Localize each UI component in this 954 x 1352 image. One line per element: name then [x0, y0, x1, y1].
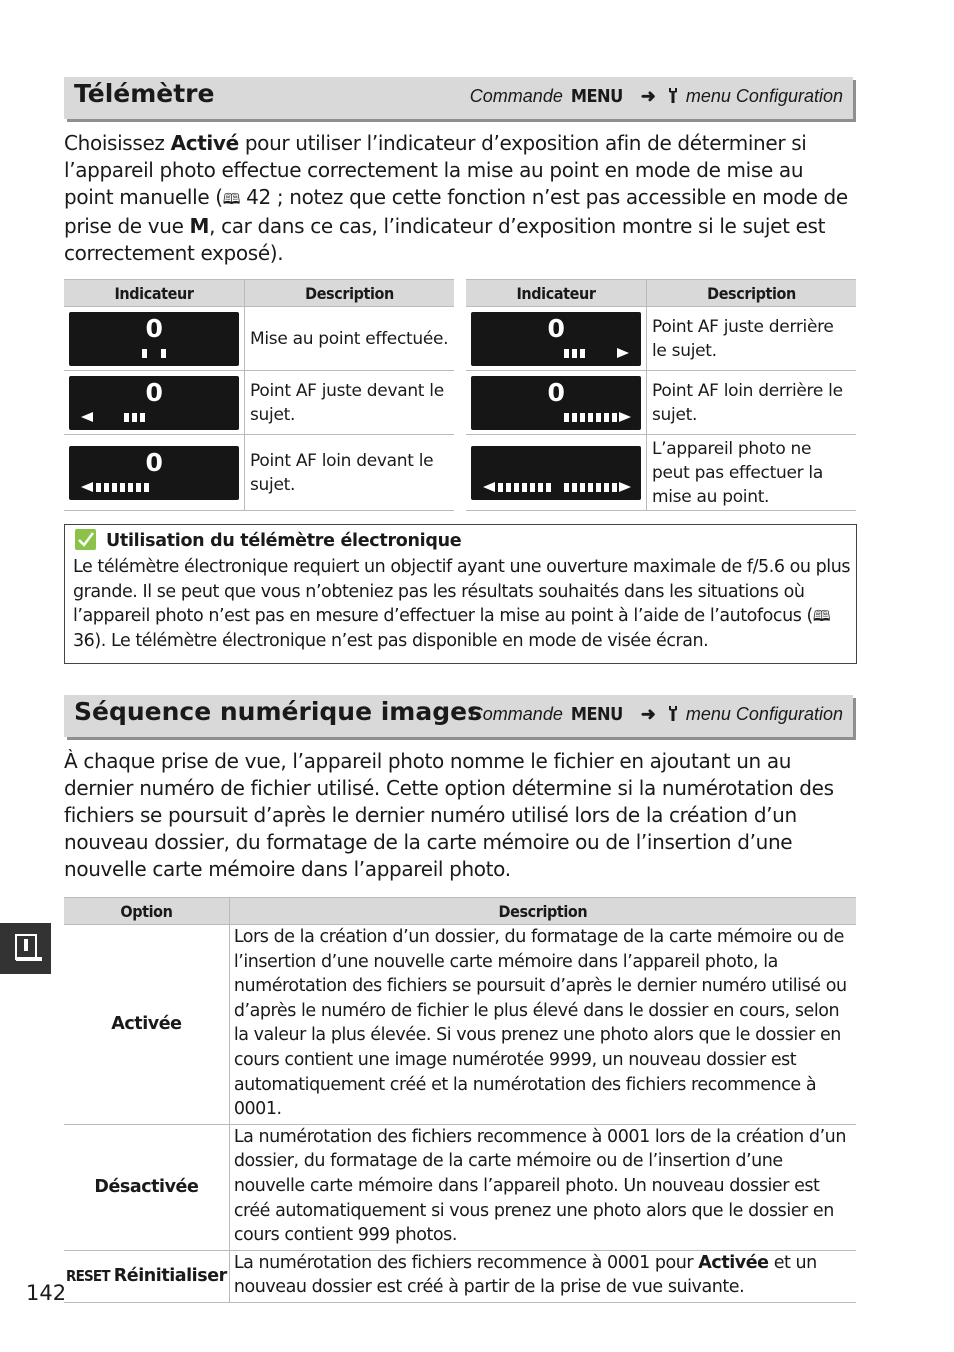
table-row: [64, 925, 856, 1125]
arrow-icon: ➜: [640, 704, 656, 724]
description-cell: Point AF juste devant le sujet.: [245, 371, 455, 435]
arrow-icon: ➜: [640, 86, 656, 106]
check-note-icon: [75, 529, 96, 550]
option-name: Réinitialiser: [113, 1266, 227, 1287]
col-header: Description: [647, 280, 857, 307]
description-cell: Point AF loin derrière le sujet.: [647, 371, 857, 435]
setup-menu-tab: [0, 923, 51, 974]
desc-bold: Activée: [698, 1252, 769, 1273]
lcd-zero: 0: [145, 313, 163, 343]
option-name-reset: [64, 1250, 229, 1302]
table-row: [466, 307, 856, 371]
menu-path: [470, 86, 843, 107]
intro-bold: Activé: [170, 131, 239, 155]
setup-menu-icon: [0, 923, 51, 974]
option-name: Activée: [64, 925, 229, 1125]
table-row: [64, 1250, 856, 1302]
path-suffix: menu Configuration: [685, 86, 843, 106]
note-text: 36). Le télémètre électronique n’est pas disponible en mode de visée écran.: [73, 630, 709, 651]
lcd-indicator-far-behind: [471, 376, 641, 430]
indicator-cell: [64, 435, 245, 511]
option-name: Désactivée: [64, 1124, 229, 1250]
indicator-cell: [466, 435, 647, 511]
description-cell: Point AF loin devant le sujet.: [245, 435, 455, 511]
table-row: [64, 435, 454, 511]
indicator-cell: [64, 307, 245, 371]
lcd-indicator-in-focus: [69, 312, 239, 366]
option-description: Lors de la création d’un dossier, du formatage de la carte mémoire ou de l’insertion d’une nouvelle carte mémoire dans l’appareil photo, la numérotation des fichiers se poursuit d’après le dernier numéro utilisé ou d’après le numéro de fichier le plus élevé dans le dossier en cours, selon la valeur la plus élevée. Si vous prenez une photo alors que le dossier en cours contient une image numérotée 9999, un nouveau dossier est automatiquement créé et la numérotation des fichiers recommence à 0001.: [229, 925, 856, 1125]
lcd-indicator-slightly-front: [69, 376, 239, 430]
col-header: Description: [245, 280, 455, 307]
indicator-cell: [64, 371, 245, 435]
indicator-table-left: [64, 279, 454, 511]
page-number: 142: [26, 1281, 67, 1305]
note-box: [64, 524, 857, 664]
lcd-zero: 0: [547, 377, 565, 407]
wrench-icon: [667, 86, 684, 106]
lcd-zero: 0: [145, 377, 163, 407]
note-text: Le télémètre électronique requiert un objectif ayant une ouverture maximale de f/5.6 ou plus grande. Il se peut que vous n’obteniez pas les résultats souhaités dans les situations où l’appareil photo n’est pas en mesure d’effectuer la mise au point à l’aide de l’autofocus (: [73, 557, 851, 627]
section-title: Séquence numérique images: [74, 697, 482, 726]
lcd-zero: 0: [547, 313, 565, 343]
intro-paragraph-telemetre: [64, 130, 856, 267]
col-header: Option: [64, 898, 229, 925]
option-description: [229, 1250, 856, 1302]
col-header: Indicateur: [64, 280, 245, 307]
options-table: [64, 897, 856, 1303]
wrench-icon: [667, 704, 684, 724]
intro-paragraph-sequence: À chaque prise de vue, l’appareil photo nomme le fichier en ajoutant un au dernier numéro de fichier utilisé. Cette option détermine si la numérotation des fichiers se poursuit d’après le dernier numéro utilisé lors de la création d’un nouveau dossier, du formatage de la carte mémoire ou de l’insertion d’une nouvelle carte mémoire dans l’appareil photo.: [64, 749, 834, 881]
option-description: La numérotation des fichiers recommence à 0001 lors de la création d’un dossier, du formatage de la carte mémoire ou de l’insertion d’une nouvelle carte mémoire dans l’appareil photo. Un nouveau dossier est créé automatiquement si vous prenez une photo alors que le dossier en cours contient 999 photos.: [229, 1124, 856, 1250]
lcd-indicator-slightly-behind: [471, 312, 641, 366]
col-header: Indicateur: [466, 280, 647, 307]
note-title: Utilisation du télémètre électronique: [106, 531, 462, 551]
section-title: Télémètre: [74, 79, 215, 108]
table-row: [64, 1124, 856, 1250]
lcd-indicator-far-front: [69, 446, 239, 500]
col-header: Description: [229, 898, 856, 925]
table-row: [64, 307, 454, 371]
book-ref-icon: 🕮: [222, 190, 241, 208]
desc-text: et un nouveau dossier est créé à partir de la prise de vue suivante.: [233, 1252, 817, 1298]
description-cell: Mise au point effectuée.: [245, 307, 455, 371]
indicator-table-right: [466, 279, 856, 511]
menu-button-label: MENU: [570, 704, 623, 725]
section-header-sequence: [64, 695, 853, 737]
menu-button-label: MENU: [570, 86, 623, 107]
intro-text: , car dans ce cas, l’indicateur d’exposition montre si le sujet est correctement exposé).: [64, 214, 826, 265]
lcd-indicator-cannot-focus: [471, 446, 641, 500]
section-header-telemetre: [64, 77, 853, 119]
path-suffix: menu Configuration: [685, 704, 843, 724]
desc-text: La numérotation des fichiers recommence à 0001 pour: [233, 1252, 699, 1273]
note-body: [73, 555, 853, 653]
indicator-cell: [466, 371, 647, 435]
intro-text: 42 ; notez que cette fonction n’est pas accessible en mode de prise de vue: [64, 185, 848, 238]
reset-tag: RESET: [66, 1267, 110, 1286]
lcd-zero: 0: [145, 447, 163, 477]
description-cell: L’appareil photo ne peut pas effectuer la mise au point.: [647, 435, 857, 511]
path-prefix: Commande: [469, 86, 563, 106]
intro-text: pour utiliser l’indicateur d’exposition afin de déterminer si l’appareil photo effectue correctement la mise au point en mode de mise au point manuelle (: [64, 131, 807, 209]
description-cell: Point AF juste derrière le sujet.: [647, 307, 857, 371]
path-prefix: Commande: [469, 704, 563, 724]
book-ref-icon: 🕮: [812, 607, 831, 626]
intro-text: Choisissez: [64, 131, 171, 155]
intro-bold: M: [189, 214, 210, 238]
indicator-cell: [466, 307, 647, 371]
table-row: [64, 371, 454, 435]
table-row: [466, 435, 856, 511]
table-row: [466, 371, 856, 435]
menu-path: [470, 704, 843, 725]
